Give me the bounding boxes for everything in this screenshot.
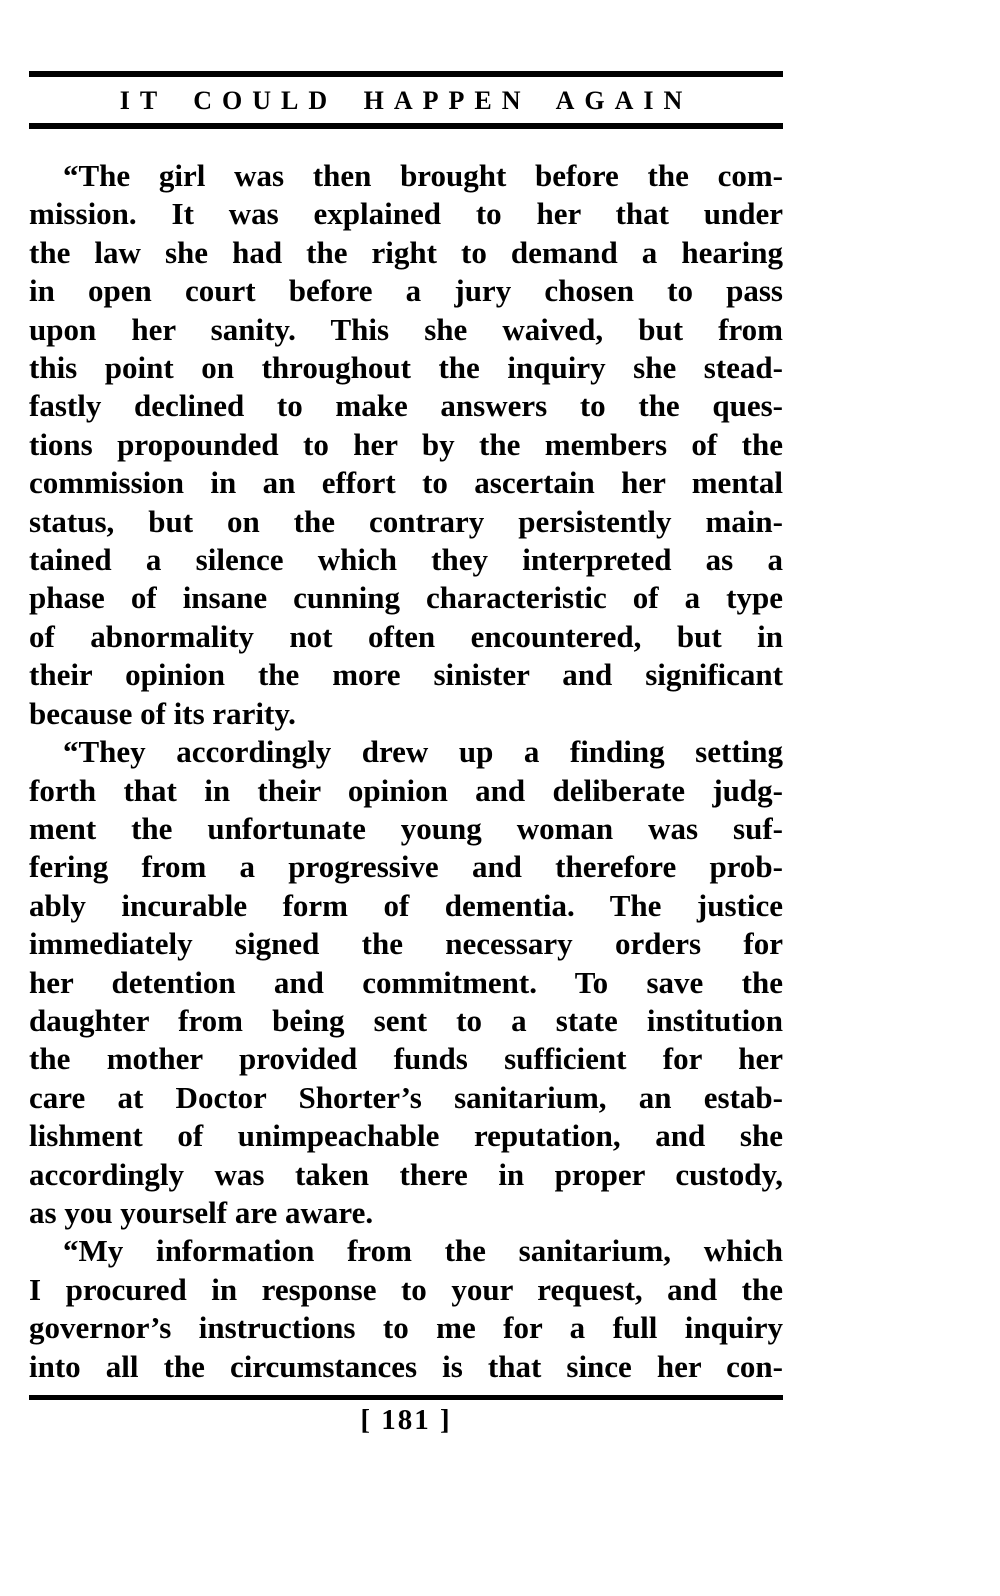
text-line: status, but on the contrary persistently main- xyxy=(29,503,783,539)
text-line: the mother provided funds sufficient for her xyxy=(29,1041,783,1077)
text-line: tions propounded to her by the members of the xyxy=(29,426,783,462)
text-line: accordingly was taken there in proper custody, xyxy=(29,1156,783,1192)
text-line: ably incurable form of dementia. The justice xyxy=(29,887,783,923)
text-line: in open court before a jury chosen to pass xyxy=(29,273,783,309)
paragraph-finding-commitment xyxy=(29,733,783,1232)
text-line: into all the circumstances is that since her con- xyxy=(29,1348,783,1384)
text-line: fastly declined to make answers to the ques- xyxy=(29,388,783,424)
text-line: this point on throughout the inquiry she stead- xyxy=(29,350,783,386)
text-line: because of its rarity. xyxy=(29,695,296,731)
text-line: daughter from being sent to a state institution xyxy=(29,1002,783,1038)
text-line: the law she had the right to demand a hearing xyxy=(29,234,783,270)
text-line: “My information from the sanitarium, which xyxy=(63,1233,783,1269)
running-head-title: IT COULD HAPPEN AGAIN xyxy=(119,86,693,115)
text-line: immediately signed the necessary orders for xyxy=(29,926,783,962)
page-content xyxy=(29,0,783,1437)
text-line: lishment of unimpeachable reputation, and she xyxy=(29,1118,783,1154)
footer-rule xyxy=(29,1395,783,1400)
text-line: ment the unfortunate young woman was suf- xyxy=(29,810,783,846)
text-line: of abnormality not often encountered, but in xyxy=(29,618,783,654)
text-line: her detention and commitment. To save the xyxy=(29,964,783,1000)
paragraph-sanitarium-information xyxy=(29,1232,783,1386)
paragraph-commission-hearing xyxy=(29,157,783,733)
body-text xyxy=(29,157,783,1386)
text-line: forth that in their opinion and deliberate judg- xyxy=(29,772,783,808)
text-line: commission in an effort to ascertain her mental xyxy=(29,465,783,501)
text-line: phase of insane cunning characteristic of a type xyxy=(29,580,783,616)
text-line: “The girl was then brought before the com- xyxy=(63,158,783,193)
text-line: fering from a progressive and therefore prob- xyxy=(29,849,783,885)
text-line: tained a silence which they interpreted as a xyxy=(29,542,783,578)
header-rule-bottom xyxy=(29,123,783,129)
text-line: care at Doctor Shorter’s sanitarium, an estab- xyxy=(29,1079,783,1115)
text-line: their opinion the more sinister and significant xyxy=(29,657,783,693)
text-line: governor’s instructions to me for a full inquiry xyxy=(29,1310,783,1346)
text-line: “They accordingly drew up a finding setting xyxy=(63,734,783,770)
text-line: upon her sanity. This she waived, but from xyxy=(29,311,783,347)
text-line: as you yourself are aware. xyxy=(29,1194,374,1230)
page-number: [ 181 ] xyxy=(360,1404,452,1436)
text-line: mission. It was explained to her that under xyxy=(29,196,783,232)
text-line: I procured in response to your request, and the xyxy=(29,1271,783,1307)
